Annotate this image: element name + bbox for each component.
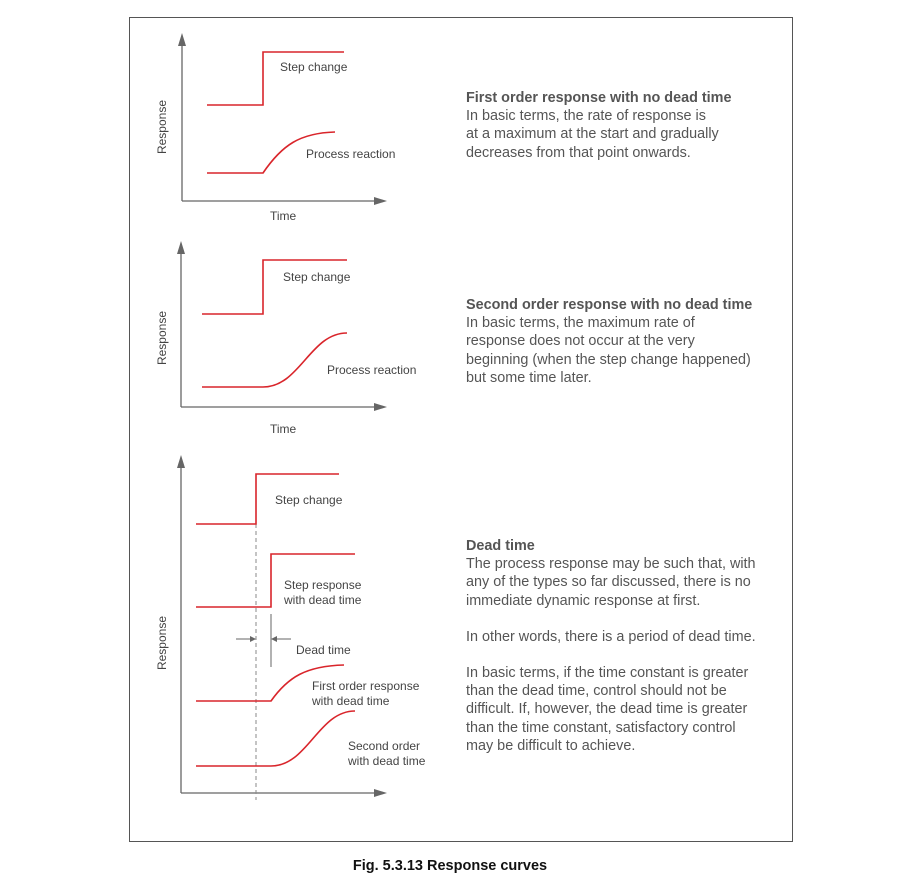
step-response-label-line2: with dead time (284, 593, 362, 607)
process-reaction-label: Process reaction (327, 363, 417, 377)
dead-time-label: Dead time (296, 643, 351, 657)
dead-time-arrow-left-icon (271, 636, 277, 642)
step-change-label: Step change (280, 60, 348, 74)
y-axis-label: Response (155, 310, 169, 366)
line: difficult. If, however, the dead time is greater (466, 701, 748, 718)
line: at a maximum at the start and gradually (466, 126, 719, 143)
first-order-label-line1: First order response (312, 679, 420, 693)
process-reaction-label: Process reaction (306, 147, 396, 161)
y-axis-arrow-icon (177, 455, 185, 468)
description-second-order (466, 296, 796, 387)
y-axis-arrow-icon (178, 33, 186, 46)
step-response-label-line1: Step response (284, 578, 362, 592)
line: any of the types so far discussed, there is no (466, 574, 751, 591)
line: than the dead time, control should not be (466, 683, 727, 700)
second-order-label-line2: with dead time (348, 754, 426, 768)
first-order-label-line2: with dead time (312, 694, 390, 708)
line: In other words, there is a period of dead time. (466, 628, 756, 645)
dead-time-arrow-right-icon (250, 636, 256, 642)
line: immediate dynamic response at first. (466, 592, 701, 609)
line: In basic terms, the rate of response is (466, 108, 706, 125)
line: In basic terms, the maximum rate of (466, 315, 695, 332)
process-reaction-curve (202, 333, 347, 387)
heading: Dead time (466, 538, 535, 554)
line: may be difficult to achieve. (466, 737, 636, 754)
description-dead-time (466, 537, 796, 755)
diagram-first-order (155, 33, 395, 223)
second-order-label-line1: Second order (348, 739, 421, 753)
line: response does not occur at the very (466, 333, 695, 350)
line: decreases from that point onwards. (466, 144, 691, 161)
diagram-second-order (155, 241, 416, 436)
heading: Second order response with no dead time (466, 297, 753, 313)
x-axis-label: Time (270, 209, 297, 223)
line: than the time constant, satisfactory control (466, 719, 736, 736)
line: but some time later. (466, 369, 592, 386)
x-axis-label: Time (270, 422, 297, 436)
y-axis-label: Response (155, 615, 169, 671)
line: In basic terms, if the time constant is greater (466, 665, 749, 682)
x-axis-arrow-icon (374, 403, 387, 411)
second-order-dead-time-curve (196, 711, 355, 766)
x-axis-arrow-icon (374, 789, 387, 797)
diagram-dead-time (155, 455, 426, 800)
step-change-curve (202, 260, 347, 314)
y-axis-arrow-icon (177, 241, 185, 254)
x-axis-arrow-icon (374, 197, 387, 205)
line: The process response may be such that, with (466, 556, 756, 573)
step-change-label: Step change (283, 270, 351, 284)
heading: First order response with no dead time (466, 90, 732, 106)
step-change-label: Step change (275, 493, 343, 507)
description-first-order (466, 89, 796, 162)
y-axis-label: Response (155, 99, 169, 155)
figure-caption: Fig. 5.3.13 Response curves (352, 858, 548, 874)
line: beginning (when the step change happened) (466, 351, 751, 368)
